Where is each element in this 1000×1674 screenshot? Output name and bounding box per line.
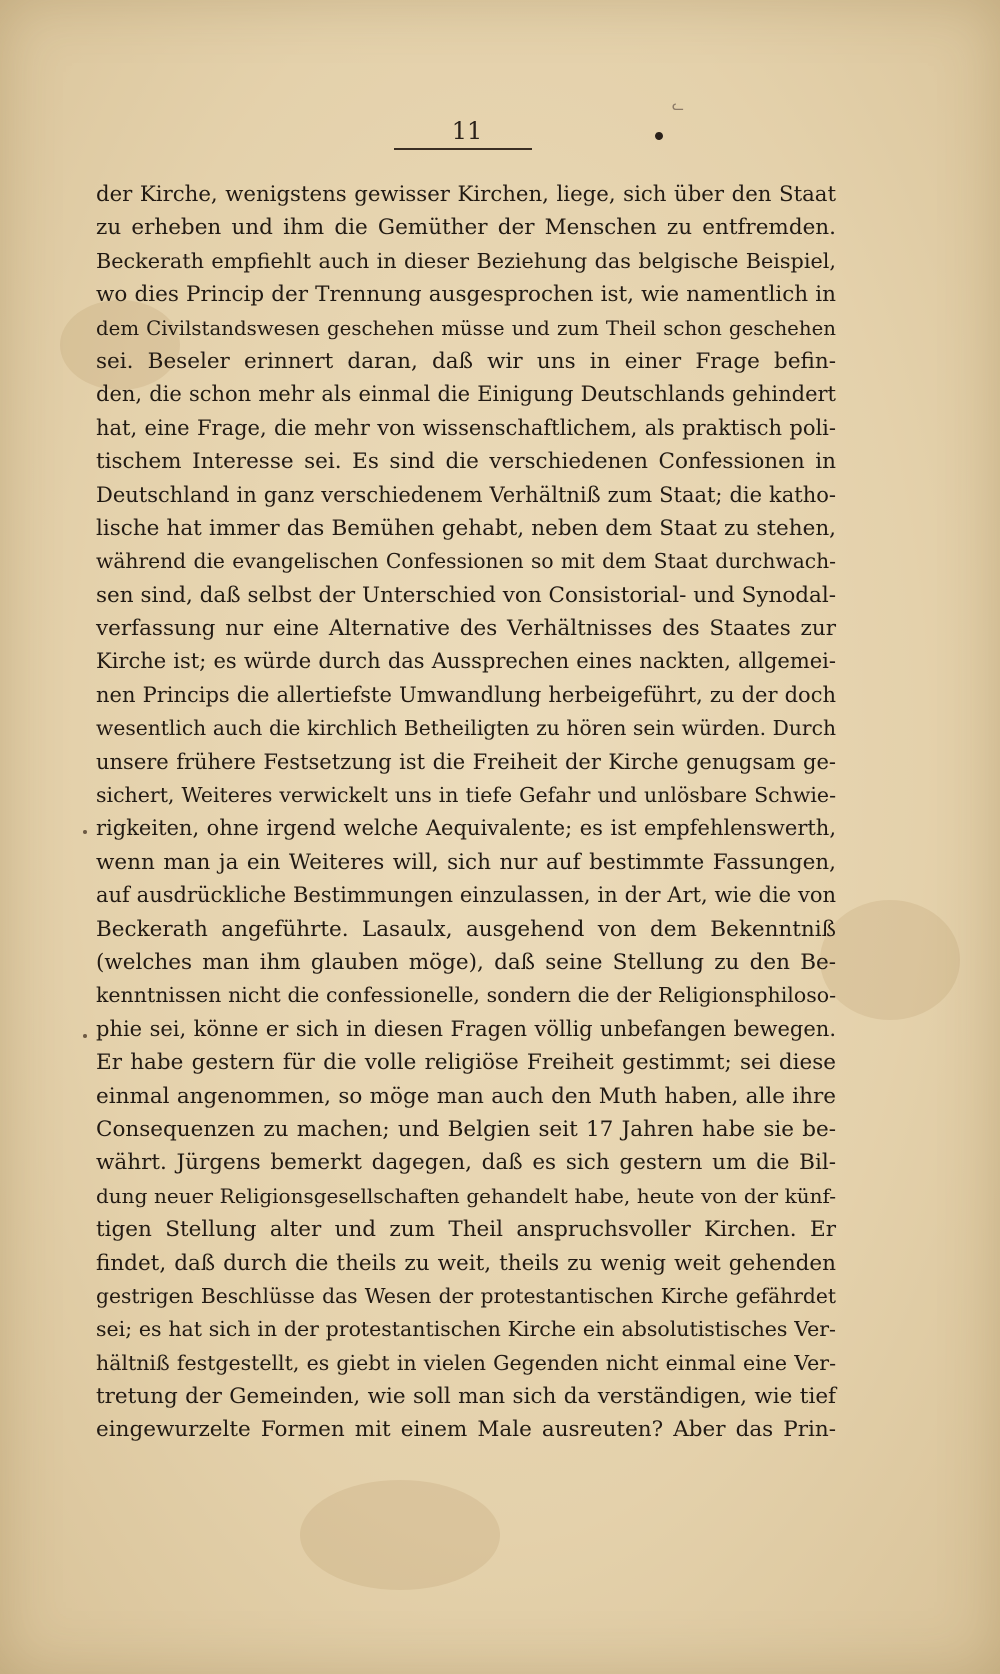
text-line: sichert, Weiteres verwickelt uns in tiefe Gefahr und unlösbare Schwie- bbox=[96, 783, 836, 808]
text-line: sen sind, daß selbst der Unterschied von Consistorial- und Synodal- bbox=[96, 582, 836, 608]
text-line: während die evangelischen Confessionen so mit dem Staat durchwach- bbox=[96, 549, 836, 574]
text-line: tretung der Gemeinden, wie soll man sich da verständigen, wie tief bbox=[96, 1384, 836, 1410]
text-line: dem Civilstandswesen geschehen müsse und zum Theil schon geschehen bbox=[96, 316, 836, 340]
text-line: sei; es hat sich in der protestantischen Kirche ein absolutistisches Ver- bbox=[96, 1317, 836, 1342]
text-line: Beckerath angeführte. Lasaulx, ausgehend von dem Bekenntniß bbox=[96, 916, 836, 942]
text-line: findet, daß durch die theils zu weit, theils zu wenig weit gehenden bbox=[96, 1250, 836, 1276]
text-line: Er habe gestern für die volle religiöse Freiheit gestimmt; sei diese bbox=[96, 1050, 836, 1076]
text-line: tischem Interesse sei. Es sind die verschiedenen Confessionen in bbox=[96, 449, 836, 475]
page-number: 11 bbox=[451, 117, 483, 145]
text-line: rigkeiten, ohne irgend welche Aequivalente; es ist empfehlenswerth, bbox=[96, 816, 836, 841]
text-line: kenntnissen nicht die confessionelle, sondern die der Religionsphiloso- bbox=[96, 983, 836, 1008]
margin-dot bbox=[83, 830, 87, 834]
text-line: hat, eine Frage, die mehr von wissenschaftlichem, als praktisch poli- bbox=[96, 415, 836, 440]
text-line: wesentlich auch die kirchlich Betheiligten zu hören sein würden. Durch bbox=[96, 716, 836, 741]
text-line: lische hat immer das Bemühen gehabt, neben dem Staat zu stehen, bbox=[96, 515, 836, 541]
text-line: wo dies Princip der Trennung ausgesprochen ist, wie namentlich in bbox=[96, 282, 836, 308]
text-line: sei. Beseler erinnert daran, daß wir uns in einer Frage befin- bbox=[96, 348, 836, 374]
paper-stain bbox=[300, 1480, 500, 1590]
text-line: eingewurzelte Formen mit einem Male ausreuten? Aber das Prin- bbox=[96, 1417, 836, 1443]
pencil-mark: ᓚ bbox=[672, 98, 684, 114]
text-line: gestrigen Beschlüsse das Wesen der protestantischen Kirche gefährdet bbox=[96, 1283, 836, 1308]
body-text bbox=[96, 178, 836, 1447]
text-line: phie sei, könne er sich in diesen Fragen völlig unbefangen bewegen. bbox=[96, 1016, 836, 1041]
text-line: der Kirche, wenigstens gewisser Kirchen, liege, sich über den Staat bbox=[96, 182, 836, 207]
text-line: Kirche ist; es würde durch das Aussprechen eines nackten, allgemei- bbox=[96, 649, 836, 674]
text-line: Consequenzen zu machen; und Belgien seit 17 Jahren habe sie be- bbox=[96, 1116, 836, 1142]
text-line: auf ausdrückliche Bestimmungen einzulassen, in der Art, wie die von bbox=[96, 883, 836, 908]
header-rule bbox=[394, 148, 532, 150]
text-line: unsere frühere Festsetzung ist die Freiheit der Kirche genugsam ge- bbox=[96, 749, 836, 774]
text-line: Beckerath empfiehlt auch in dieser Beziehung das belgische Beispiel, bbox=[96, 248, 836, 273]
paper-stain bbox=[820, 900, 960, 1020]
ink-dot bbox=[654, 131, 665, 142]
text-line: (welches man ihm glauben möge), daß seine Stellung zu den Be- bbox=[96, 949, 836, 975]
text-line: zu erheben und ihm die Gemüther der Menschen zu entfremden. bbox=[96, 215, 836, 241]
text-line: Deutschland in ganz verschiedenem Verhältniß zum Staat; die katho- bbox=[96, 482, 836, 507]
text-line: wenn man ja ein Weiteres will, sich nur auf bestimmte Fassungen, bbox=[96, 849, 836, 875]
text-line: den, die schon mehr als einmal die Einigung Deutschlands gehindert bbox=[96, 382, 836, 407]
margin-dot bbox=[83, 1034, 87, 1038]
text-line: dung neuer Religionsgesellschaften gehandelt habe, heute von der künf- bbox=[96, 1183, 836, 1208]
text-line: einmal angenommen, so möge man auch den Muth haben, alle ihre bbox=[96, 1083, 836, 1109]
text-line: tigen Stellung alter und zum Theil anspruchsvoller Kirchen. Er bbox=[96, 1217, 836, 1243]
text-line: verfassung nur eine Alternative des Verhältnisses des Staates zur bbox=[96, 616, 836, 642]
text-line: hältniß festgestellt, es giebt in vielen Gegenden nicht einmal eine Ver- bbox=[96, 1350, 836, 1375]
text-line: währt. Jürgens bemerkt dagegen, daß es sich gestern um die Bil- bbox=[96, 1150, 836, 1176]
text-line: nen Princips die allertiefste Umwandlung herbeigeführt, zu der doch bbox=[96, 682, 836, 707]
